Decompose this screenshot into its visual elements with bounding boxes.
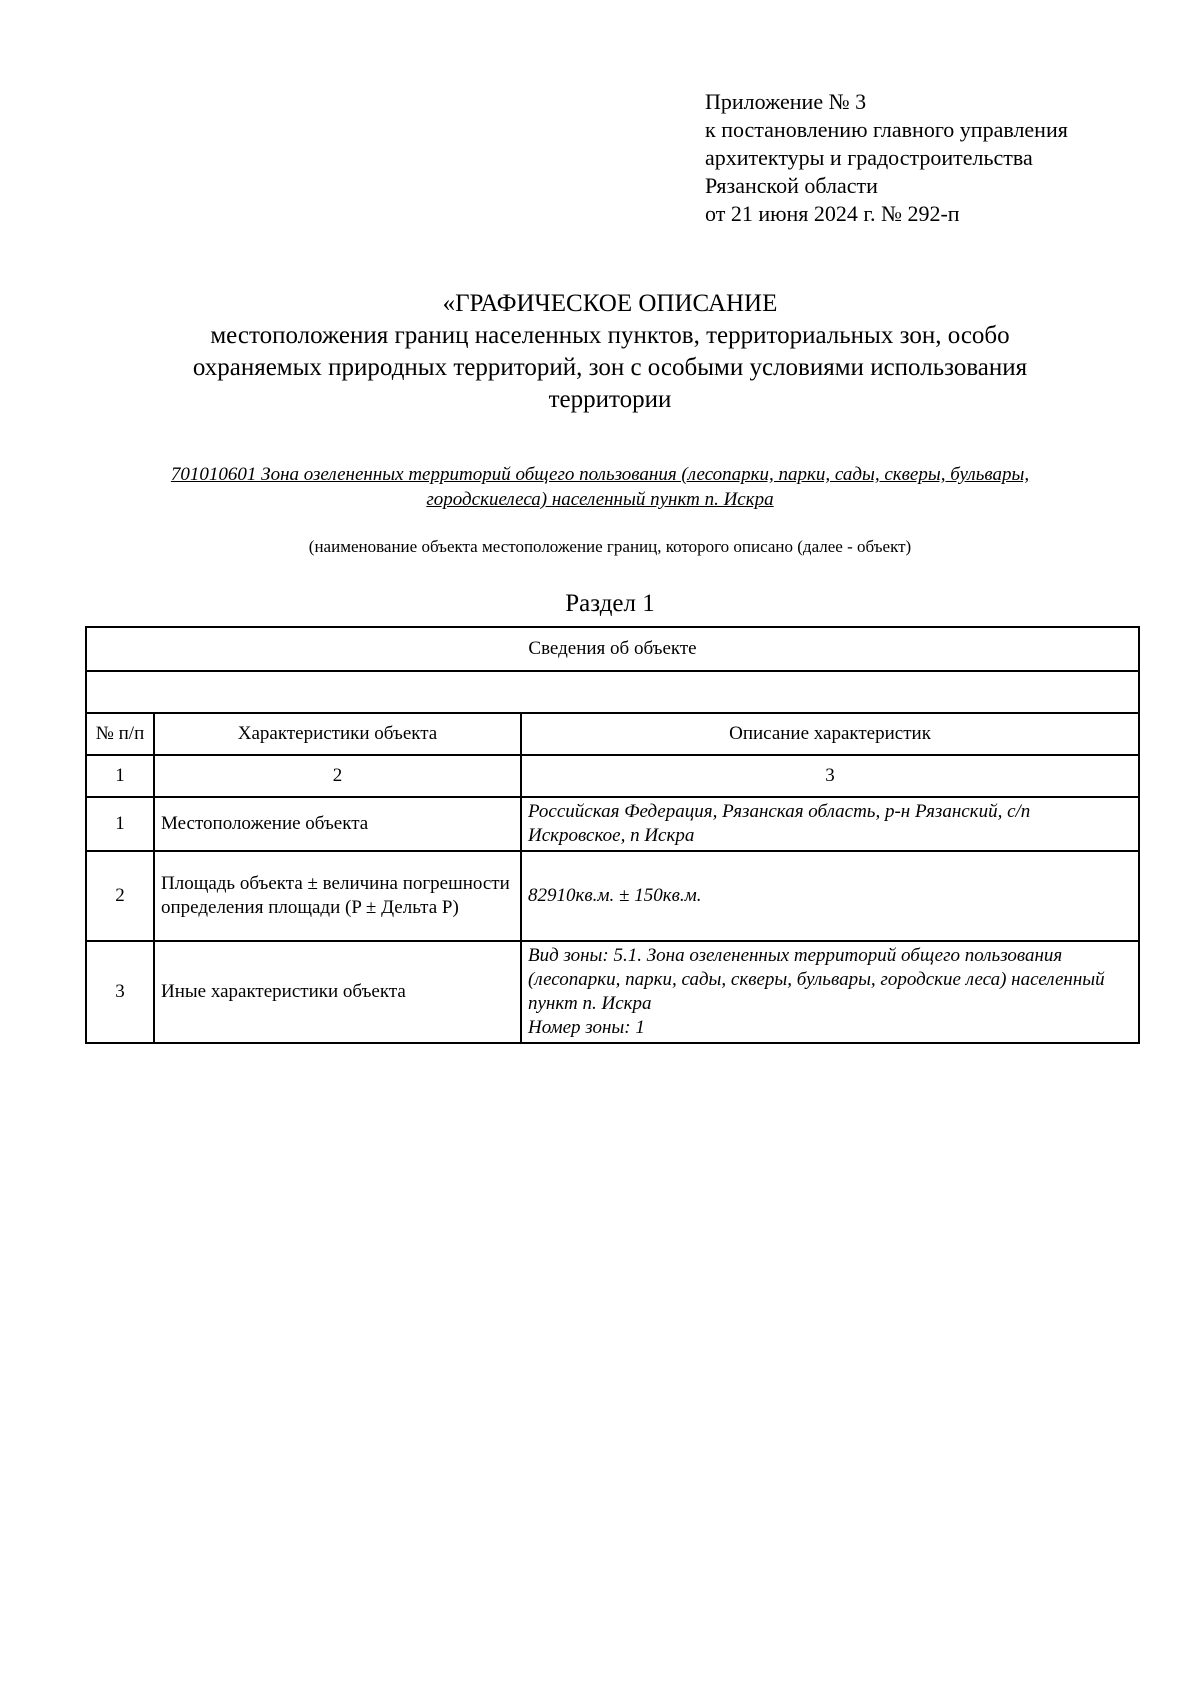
- column-header: № п/п: [86, 713, 154, 755]
- description-line: Вид зоны: 5.1. Зона озелененных территорий общего пользования (лесопарки, парки, сады, скверы, бульвары, городские леса) населенный пункт п. Искра: [528, 945, 1105, 1014]
- table-row: [86, 851, 1139, 941]
- row-number: 2: [86, 851, 154, 941]
- object-info-table: [85, 626, 1140, 1044]
- appendix-line: от 21 июня 2024 г. № 292-п: [705, 201, 960, 226]
- empty-cell: [86, 671, 1139, 713]
- table-row: [86, 941, 1139, 1043]
- appendix-line: к постановлению главного управления: [705, 117, 1068, 142]
- appendix-line: архитектуры и градостроительства: [705, 145, 1033, 170]
- title-line: территории: [548, 386, 672, 413]
- object-name-line: 701010601 Зона озелененных территорий общего пользования (лесопарки, парки, сады, скверы, бульвары,: [170, 464, 1030, 485]
- row-number: 3: [86, 941, 154, 1043]
- section-title: Раздел 1: [565, 590, 655, 617]
- object-name-line: городскиелеса) населенный пункт п. Искра: [426, 489, 774, 510]
- row-number: 1: [86, 797, 154, 851]
- table-header: Сведения об объекте: [86, 627, 1139, 671]
- appendix-line: Приложение № 3: [705, 89, 867, 114]
- row-description: [521, 941, 1139, 1043]
- appendix-line: Рязанской области: [705, 173, 878, 198]
- row-characteristic: Местоположение объекта: [154, 797, 521, 851]
- row-description: [521, 797, 1139, 851]
- column-header: Характеристики объекта: [154, 713, 521, 755]
- column-number: 1: [86, 755, 154, 797]
- description-line: 82910кв.м. ± 150кв.м.: [528, 885, 702, 906]
- object-name: [80, 462, 1120, 512]
- title-line: «ГРАФИЧЕСКОЕ ОПИСАНИЕ: [442, 290, 778, 317]
- column-number: 3: [521, 755, 1139, 797]
- table-header-row: [86, 627, 1139, 671]
- title-line: охраняемых природных территорий, зон с особыми условиями использования: [192, 354, 1028, 381]
- table-row: [86, 797, 1139, 851]
- description-line: Номер зоны: 1: [528, 1017, 645, 1038]
- row-characteristic: Иные характеристики объекта: [154, 941, 521, 1043]
- appendix-block: [705, 88, 1068, 228]
- document-title: [120, 288, 1100, 416]
- row-characteristic: Площадь объекта ± величина погрешности определения площади (P ± Дельта P): [154, 851, 521, 941]
- object-caption: (наименование объекта местоположение границ, которого описано (далее - объект): [308, 537, 912, 556]
- column-headers-row: [86, 713, 1139, 755]
- table-empty-row: [86, 671, 1139, 713]
- column-header: Описание характеристик: [521, 713, 1139, 755]
- column-number: 2: [154, 755, 521, 797]
- column-numbers-row: [86, 755, 1139, 797]
- description-line: Российская Федерация, Рязанская область, р-н Рязанский, с/п Искровское, п Искра: [528, 801, 1031, 846]
- title-line: местоположения границ населенных пунктов, территориальных зон, особо: [210, 322, 1010, 349]
- row-description: [521, 851, 1139, 941]
